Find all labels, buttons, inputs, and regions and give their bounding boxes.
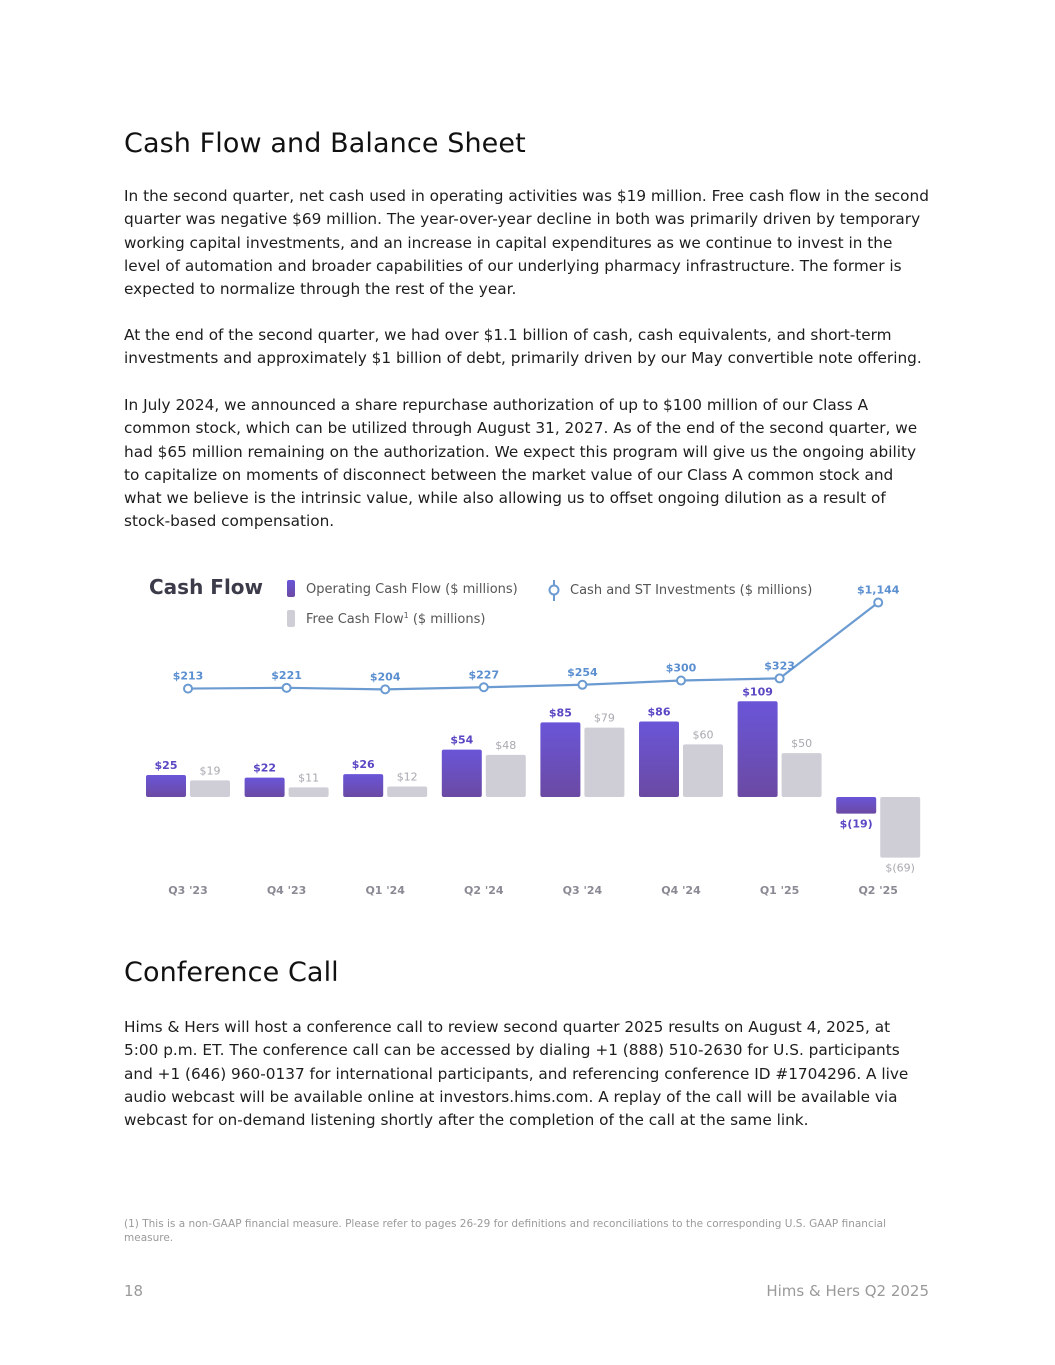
section-title-conference-call: Conference Call	[124, 957, 339, 988]
bar-free-cash-flow-label: $19	[199, 764, 221, 778]
bar-free-cash-flow	[880, 797, 920, 858]
cash-line-group	[173, 584, 900, 694]
bar-operating-label: $85	[548, 706, 572, 720]
bar-operating	[343, 774, 383, 797]
bar-operating	[738, 701, 778, 797]
legend-operating-swatch	[287, 580, 295, 597]
bar-operating	[442, 750, 482, 797]
cash-point-label: $204	[369, 670, 401, 684]
cash-point	[283, 684, 291, 692]
chart-title: Cash Flow	[149, 575, 264, 599]
x-tick-label: Q4 '24	[661, 884, 701, 897]
cash-point-label: $227	[468, 668, 500, 682]
bar-free-cash-flow	[289, 787, 329, 797]
bar-operating-label: $(19)	[839, 817, 873, 831]
x-axis	[168, 884, 898, 897]
bar-free-cash-flow	[387, 786, 427, 797]
bar-operating	[836, 797, 876, 814]
paragraph-conference-call: Hims & Hers will host a conference call to review second quarter 2025 results on August 4, 2025, at 5:00 p.m. ET. The conference call can be accessed by dialing +1 (888) 510-2630 for U.S. participants and +1 (646) 960-0137 for international participants, and referencing conference ID #1704296. A live audio webcast will be available online at investors.hims.com. A replay of the call will be available via webcast for on-demand listening shortly after the completion of the call at the same link.	[124, 1018, 909, 1130]
legend-fcf-label	[306, 611, 485, 627]
bar-free-cash-flow	[486, 755, 526, 797]
bar-operating-label: $22	[253, 761, 277, 775]
bar-operating-label: $54	[450, 733, 474, 747]
x-tick-label: Q3 '23	[168, 884, 208, 897]
cash-point-label: $300	[665, 661, 697, 675]
bar-free-cash-flow-label: $50	[791, 737, 813, 751]
cash-point	[578, 681, 586, 689]
legend-fcf-name: Free Cash Flow	[306, 612, 404, 627]
cash-point-label: $254	[567, 665, 598, 679]
legend-cash-marker-icon	[550, 586, 559, 595]
legend-fcf-sup: 1	[403, 611, 409, 620]
x-tick-label: Q2 '24	[464, 884, 504, 897]
bar-operating-label: $109	[742, 685, 773, 699]
bar-free-cash-flow-label: $12	[396, 770, 418, 784]
cash-point-label: $213	[172, 669, 204, 683]
cash-point-label: $323	[764, 659, 795, 673]
legend-operating-label: Operating Cash Flow ($ millions)	[306, 582, 518, 597]
cash-point	[184, 685, 192, 693]
bar-operating	[245, 778, 285, 797]
section-title-cash-flow: Cash Flow and Balance Sheet	[124, 128, 526, 159]
bar-free-cash-flow	[782, 753, 822, 797]
bar-free-cash-flow-label: $(69)	[885, 861, 915, 875]
bar-operating	[540, 722, 580, 797]
report-name: Hims & Hers Q2 2025	[766, 1282, 929, 1300]
cash-point	[776, 674, 784, 682]
x-tick-label: Q4 '23	[266, 884, 307, 897]
bar-free-cash-flow	[683, 744, 723, 797]
bar-free-cash-flow-label: $48	[495, 738, 517, 752]
paragraph-balance: At the end of the second quarter, we had over $1.1 billion of cash, cash equivalents, and short-term investments and approximately $1 billion of debt, primarily driven by our May convertible note offering.	[124, 326, 922, 368]
legend-cash-label: Cash and ST Investments ($ millions)	[570, 583, 813, 598]
bar-free-cash-flow	[584, 728, 624, 797]
legend	[287, 580, 812, 627]
legend-fcf-unit: ($ millions)	[408, 612, 486, 627]
legend-fcf-swatch	[287, 610, 295, 627]
bar-operating	[639, 721, 679, 797]
cash-point-label: $221	[271, 668, 302, 682]
x-tick-label: Q3 '24	[562, 884, 603, 897]
cash-point	[677, 677, 685, 685]
bar-operating-label: $25	[154, 759, 178, 773]
page-number: 18	[124, 1282, 144, 1300]
footnote: (1) This is a non-GAAP financial measure. Please refer to pages 26-29 for definitions and reconciliations to the corresponding U.S. GAAP financial measure.	[124, 1218, 886, 1244]
bar-free-cash-flow-label: $11	[298, 771, 320, 785]
x-tick-label: Q1 '25	[759, 884, 800, 897]
cash-flow-chart	[140, 560, 930, 905]
cash-point-label: $1,144	[856, 583, 900, 597]
x-tick-label: Q2 '25	[858, 884, 898, 897]
bars-group	[146, 685, 920, 874]
bar-operating-label: $26	[351, 758, 375, 772]
paragraph-operating-cash: In the second quarter, net cash used in operating activities was $19 million. Free cash flow in the second quarter was negative $69 million. The year-over-year decline in both was primarily driven by temporary working capital investments, and an increase in capital expenditures as we continue to invest in the level of automation and broader capabilities of our underlying pharmacy infrastructure. The former is expected to normalize through the rest of the year.	[124, 187, 929, 299]
cash-point	[381, 685, 389, 693]
cash-point	[480, 683, 488, 691]
cash-point	[874, 599, 882, 607]
bar-free-cash-flow-label: $79	[593, 711, 615, 725]
x-tick-label: Q1 '24	[365, 884, 405, 897]
paragraph-repurchase: In July 2024, we announced a share repurchase authorization of up to $100 million of our Class A common stock, which can be utilized through August 31, 2027. As of the end of the second quarter, we had $65 million remaining on the authorization. We expect this program will give us the ongoing ability to capitalize on moments of disconnect between the market value of our Class A common stock and what we believe is the intrinsic value, while also allowing us to offset ongoing dilution as a result of stock-based compensation.	[124, 396, 918, 531]
bar-operating-label: $86	[647, 705, 671, 719]
bar-free-cash-flow	[190, 780, 230, 797]
bar-free-cash-flow-label: $60	[692, 728, 714, 742]
bar-operating	[146, 775, 186, 797]
